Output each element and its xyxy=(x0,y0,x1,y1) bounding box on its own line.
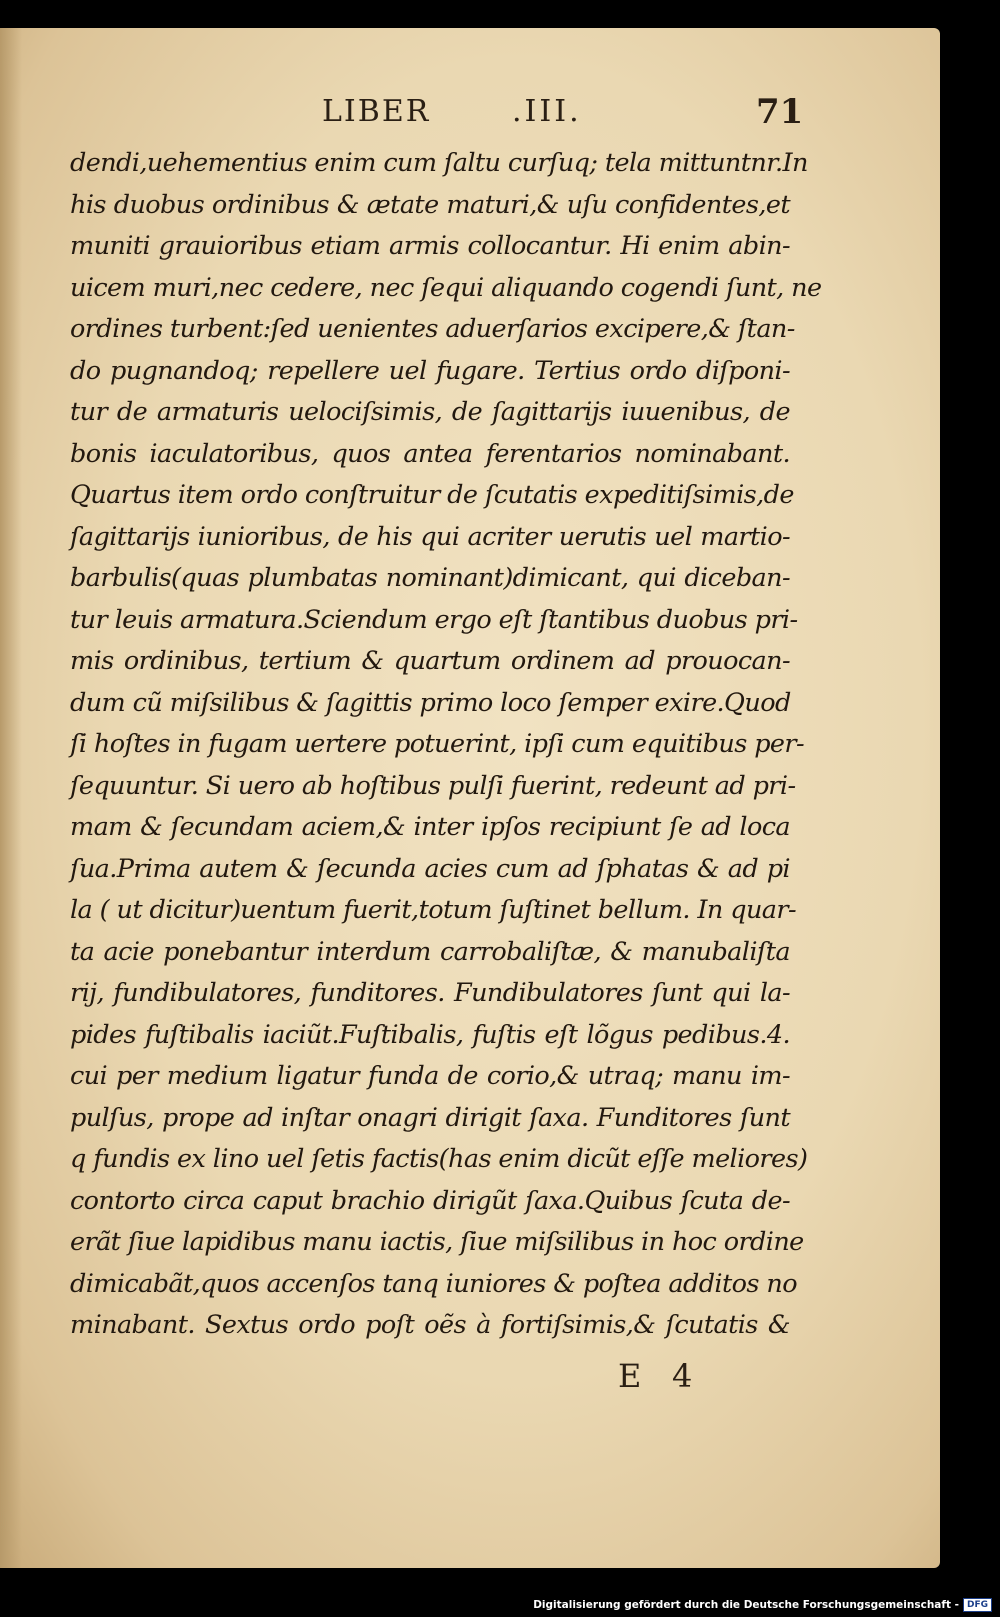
text-line: ordines turbent:ſed uenientes aduerſarios excipere,& ſtan- xyxy=(70,314,795,344)
text-line: contorto circa caput brachio dirigũt ſaxa.Quibus ſcuta de- xyxy=(70,1185,790,1216)
text-line: bonis iaculatoribus, quos antea ferentarios nominabant. xyxy=(70,438,790,469)
text-line: erãt ſiue lapidibus manu iactis, ſiue miſsilibus in hoc ordine xyxy=(70,1227,804,1257)
page-body-text xyxy=(70,143,822,1347)
digitization-credit xyxy=(533,1597,992,1613)
text-line: barbulis(quas plumbatas nominant)dimicant, qui diceban- xyxy=(70,563,790,593)
text-line: rij, fundibulatores, funditores. Fundibulatores ſunt qui la- xyxy=(70,978,790,1008)
text-line: uicem muri,nec cedere, nec ſequi aliquando cogendi ſunt, ne xyxy=(70,272,822,303)
signature-number: 4 xyxy=(672,1357,693,1395)
text-line: ta acie ponebantur interdum carrobaliſtæ, & manubaliſta xyxy=(70,936,790,967)
text-line: his duobus ordinibus & ætate maturi,& uſu confidentes,et xyxy=(70,189,790,220)
text-line: mam & ſecundam aciem,& inter ipſos recipiunt ſe ad loca xyxy=(70,812,790,842)
text-line: ſi hoſtes in fugam uertere potuerint, ipſi cum equitibus per- xyxy=(70,729,805,759)
text-line: dum cũ miſsilibus & ſagittis primo loco ſemper exire.Quod xyxy=(70,687,791,718)
dfg-logo: DFG xyxy=(963,1598,992,1612)
page-gutter-shadow xyxy=(0,28,22,1568)
text-line: muniti grauioribus etiam armis collocantur. Hi enim abin- xyxy=(70,231,790,261)
page-header xyxy=(0,92,940,132)
text-line: tur leuis armatura.Sciendum ergo eſt ſtantibus duobus pri- xyxy=(70,604,798,635)
book-number: .III. xyxy=(512,94,582,129)
signature-mark xyxy=(0,1357,940,1397)
text-line: pides fuſtibalis iaciũt.Fuſtibalis, fuſtis eſt lõgus pedibus.4. xyxy=(70,1019,790,1050)
text-line: dendi,uehementius enim cum ſaltu curſuq; tela mittuntnr.In xyxy=(70,148,808,178)
text-line: Quartus item ordo conſtruitur de ſcutatis expeditiſsimis,de xyxy=(70,480,794,510)
text-line: ſequuntur. Si uero ab hoſtibus pulſi fuerint, redeunt ad pri- xyxy=(70,770,796,801)
signature-letter: E xyxy=(618,1357,642,1395)
running-title: LIBER xyxy=(322,94,431,129)
text-line: do pugnandoq; repellere uel fugare. Tertius ordo diſponi- xyxy=(70,355,790,386)
text-line: cui per medium ligatur funda de corio,& utraq; manu im- xyxy=(70,1061,790,1091)
credit-text: Digitalisierung gefördert durch die Deutsche Forschungsgemeinschaft - xyxy=(533,1599,959,1611)
folio-number: 71 xyxy=(756,92,804,132)
text-line: minabant. Sextus ordo poſt oẽs à fortiſsimis,& ſcutatis & xyxy=(70,1310,790,1340)
text-line: ſua.Prima autem & ſecunda acies cum ad ſphatas & ad pi xyxy=(70,853,790,884)
text-line: tur de armaturis uelociſsimis, de ſagittarijs iuuenibus, de xyxy=(70,397,790,427)
text-line: q fundis ex lino uel ſetis factis(has enim dicũt eſſe meliores) xyxy=(70,1144,808,1174)
text-line: la ( ut dicitur)uentum fuerit,totum ſuſtinet bellum. In quar- xyxy=(70,895,796,925)
text-line: pulſus, prope ad inſtar onagri dirigit ſaxa. Funditores ſunt xyxy=(70,1102,790,1133)
text-line: mis ordinibus, tertium & quartum ordinem ad prouocan- xyxy=(70,646,790,676)
text-line: dimicabãt,quos accenſos tanq iuniores & poſtea additos no xyxy=(70,1268,797,1299)
text-line: ſagittarijs iunioribus, de his qui acriter uerutis uel martio- xyxy=(70,521,790,552)
